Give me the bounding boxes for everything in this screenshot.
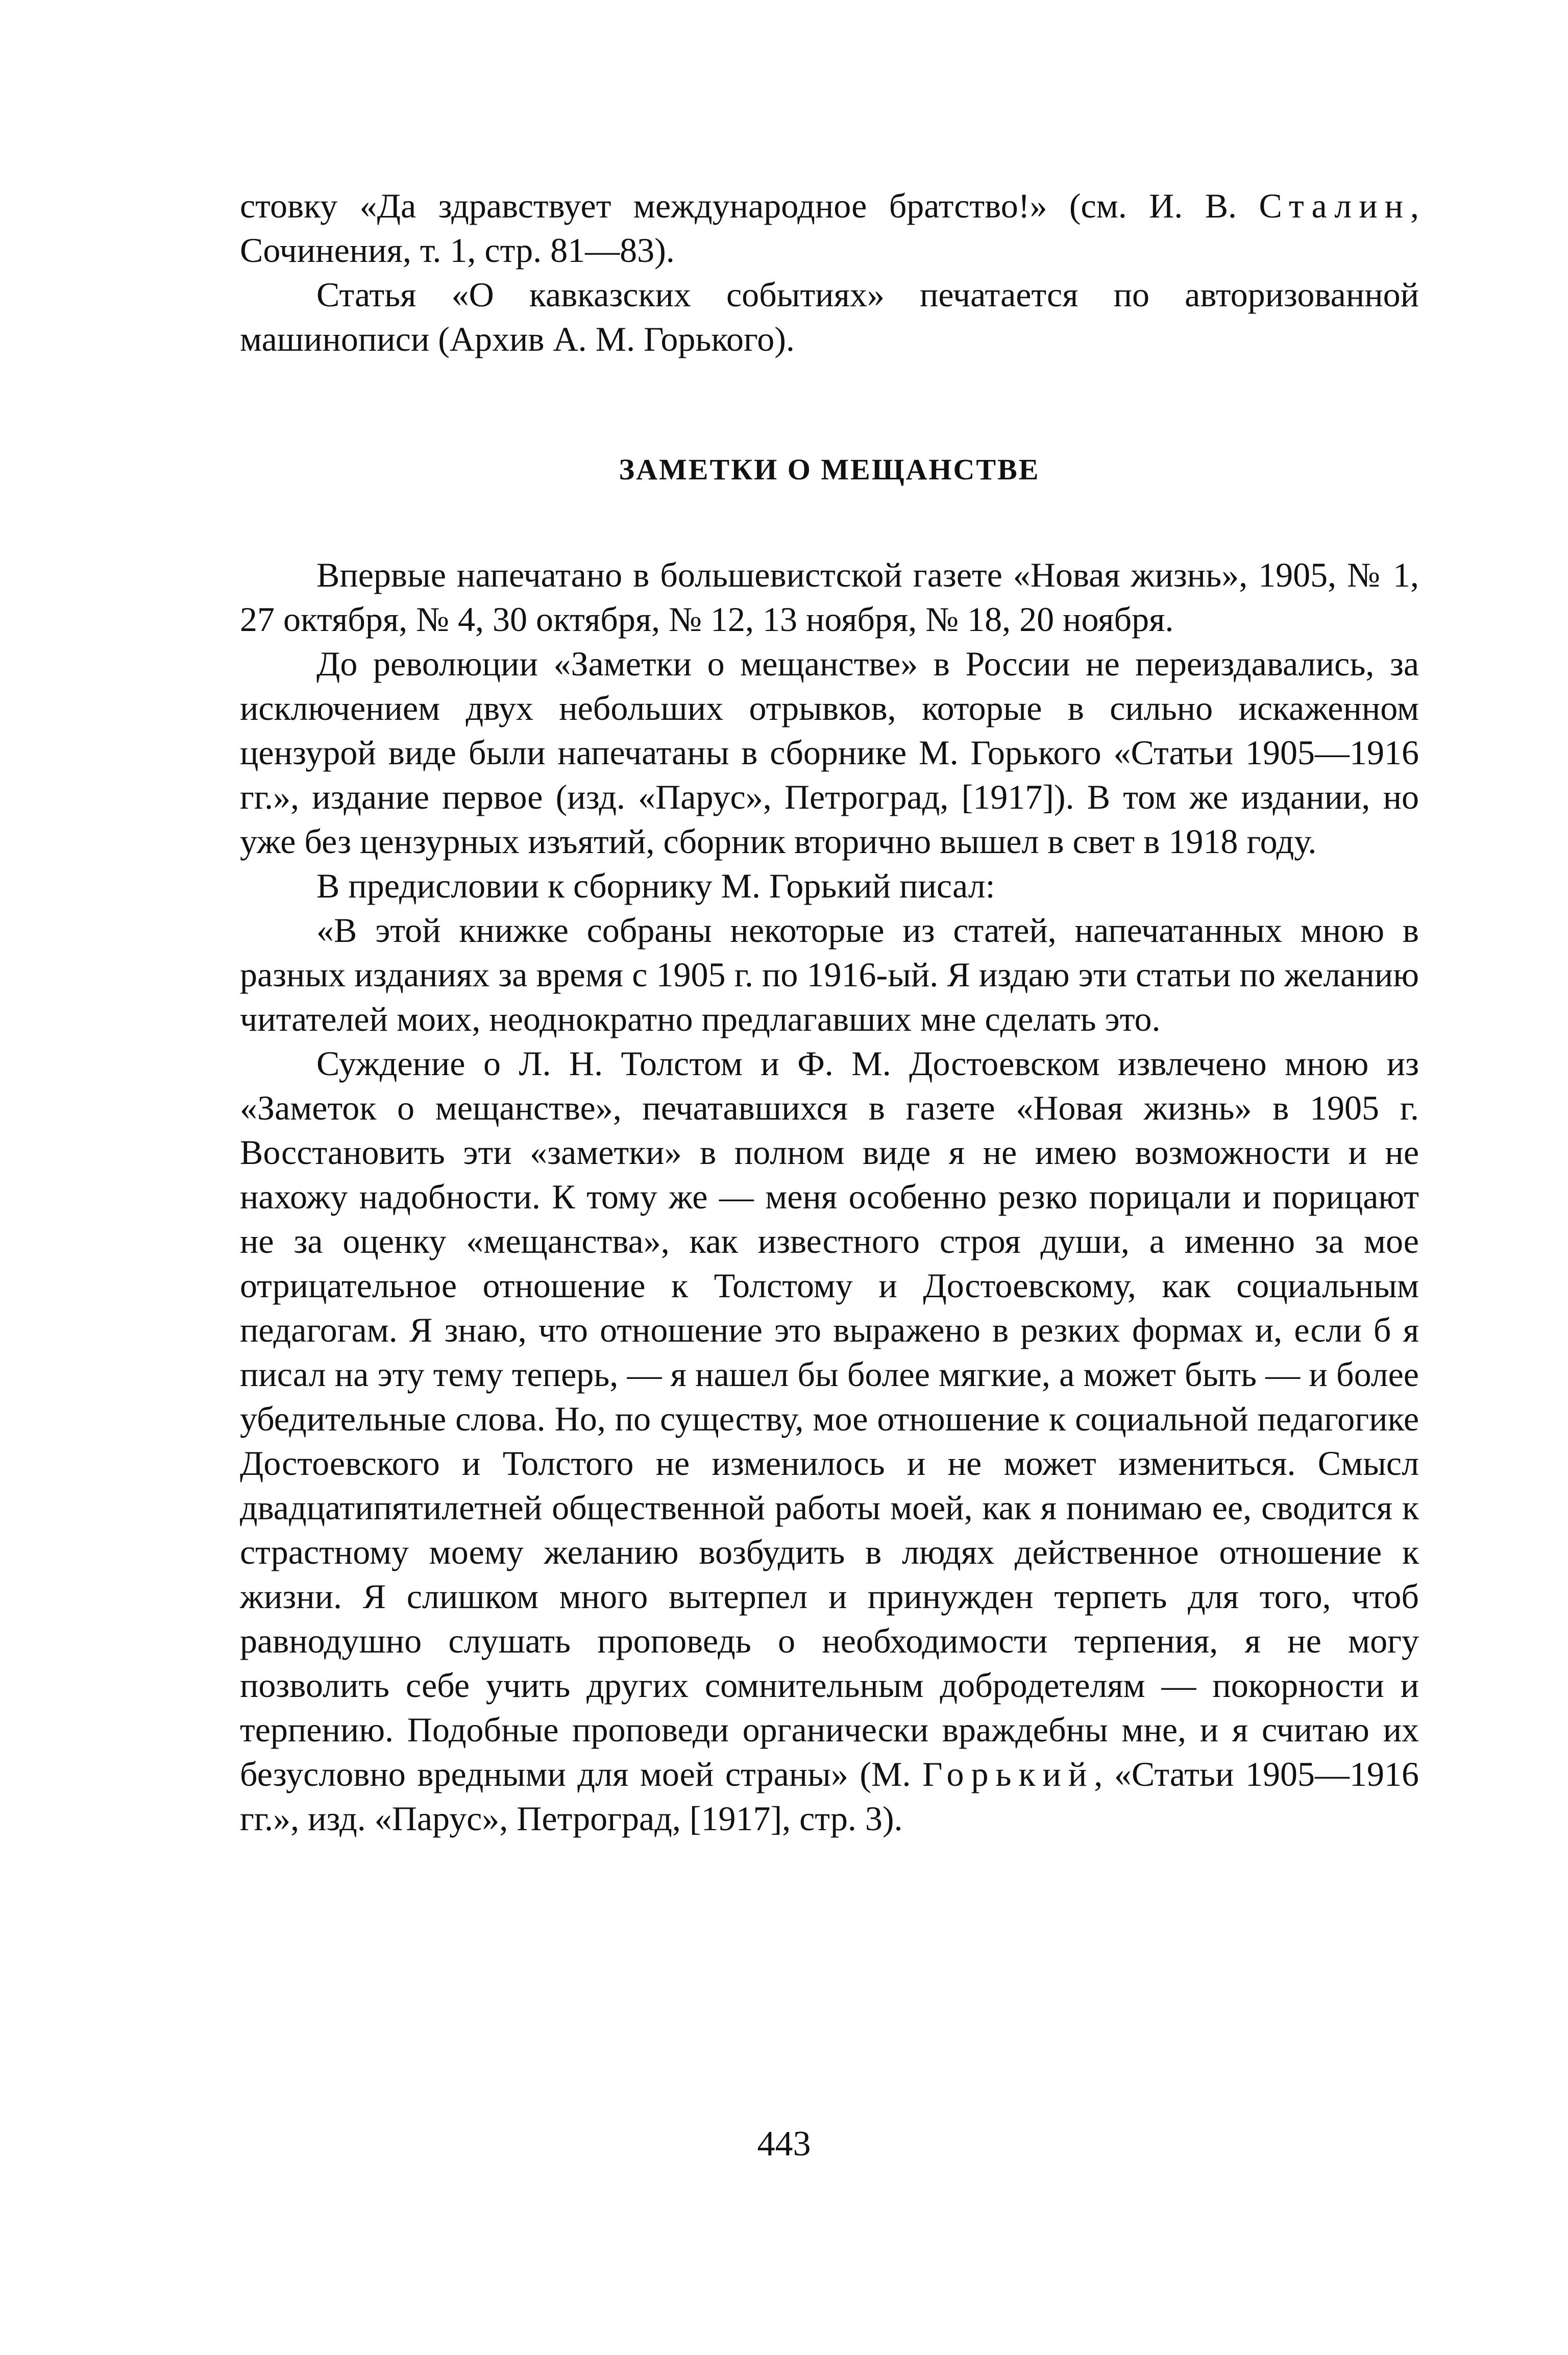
text-column [240, 184, 1419, 1841]
author-name-spaced: Сталин [1259, 186, 1410, 225]
quote-paragraph-2 [240, 1041, 1419, 1841]
quote-body: Суждение о Л. Н. Толстом и Ф. М. Достоевском извлечено мною из «Заметок о мещанстве», печатавшихся в газете «Новая жизнь» в 1905 г. Восстановить эти «заметки» в полном виде я не имею возможности и не нахожу надобности. К тому же — меня особенно резко порицали и порицают не за оценку «мещанства», как известного строя души, а именно за мое отрицательное отношение к Толстому и Достоевскому, как социальным педагогам. Я знаю, что отношение это выражено в резких формах и, если б я писал на эту тему теперь, — я нашел бы более мягкие, а может быть — и более убедительные слова. Но, по существу, мое отношение к социальной педагогике Достоевского и Толстого не изменилось и не может измениться. Смысл двадцатипятилетней общественной работы моей, как я понимаю ее, сводится к страстному моему желанию возбудить в людях действенное отношение к жизни. Я слишком много вытерпел и принужден терпеть для того, чтоб равнодушно слушать проповедь о необходимости терпения, я не могу позволить себе учить других сомнительным добродетелям — покорности и терпению. Подобные проповеди органически враждебны мне, и я считаю их безусловно вредными для моей страны» (М. [240, 1044, 1419, 1793]
page-number: 443 [757, 2124, 811, 2164]
quote-paragraph-1: «В этой книжке собраны некоторые из статей, напечатанных мною в разных изданиях за время с 1905 г. по 1916-ый. Я издаю эти статьи по желанию читателей моих, неоднократно предлагавших мне сделать это. [240, 911, 1419, 1038]
revolution-note-paragraph: До революции «Заметки о мещанстве» в России не переиздавались, за исключением двух небольших отрывков, которые в сильно искаженном цензурой виде были напечатаны в сборнике М. Горького «Статьи 1905—1916 гг.», издание первое (изд. «Парус», Петроград, [1917]). В том же издании, но уже без цензурных изъятий, сборник вторично вышел в свет в 1918 году. [240, 644, 1419, 861]
continuation-citation: , Сочинения, т. 1, стр. 81—83). [240, 186, 1419, 270]
continuation-paragraph [240, 184, 1419, 273]
preface-intro-paragraph: В предисловии к сборнику М. Горький писал: [316, 866, 995, 905]
quote-author-spaced: Горький [922, 1755, 1094, 1793]
source-note-paragraph: Статья «О кавказских событиях» печатается по авторизованной машинописи (Архив А. М. Горького). [240, 275, 1419, 358]
section-heading: ЗАМЕТКИ О МЕЩАНСТВЕ [619, 453, 1040, 486]
quote-citation: , «Статьи 1905—1916 гг.», изд. «Парус», Петроград, [1917], стр. 3). [240, 1755, 1419, 1838]
continuation-text: стовку «Да здравствует международное братство!» (см. И. В. [240, 186, 1259, 225]
first-publication-paragraph: Впервые напечатано в большевистской газете «Новая жизнь», 1905, № 1, 27 октября, № 4, 30 октября, № 12, 13 ноября, № 18, 20 ноября. [240, 555, 1419, 639]
